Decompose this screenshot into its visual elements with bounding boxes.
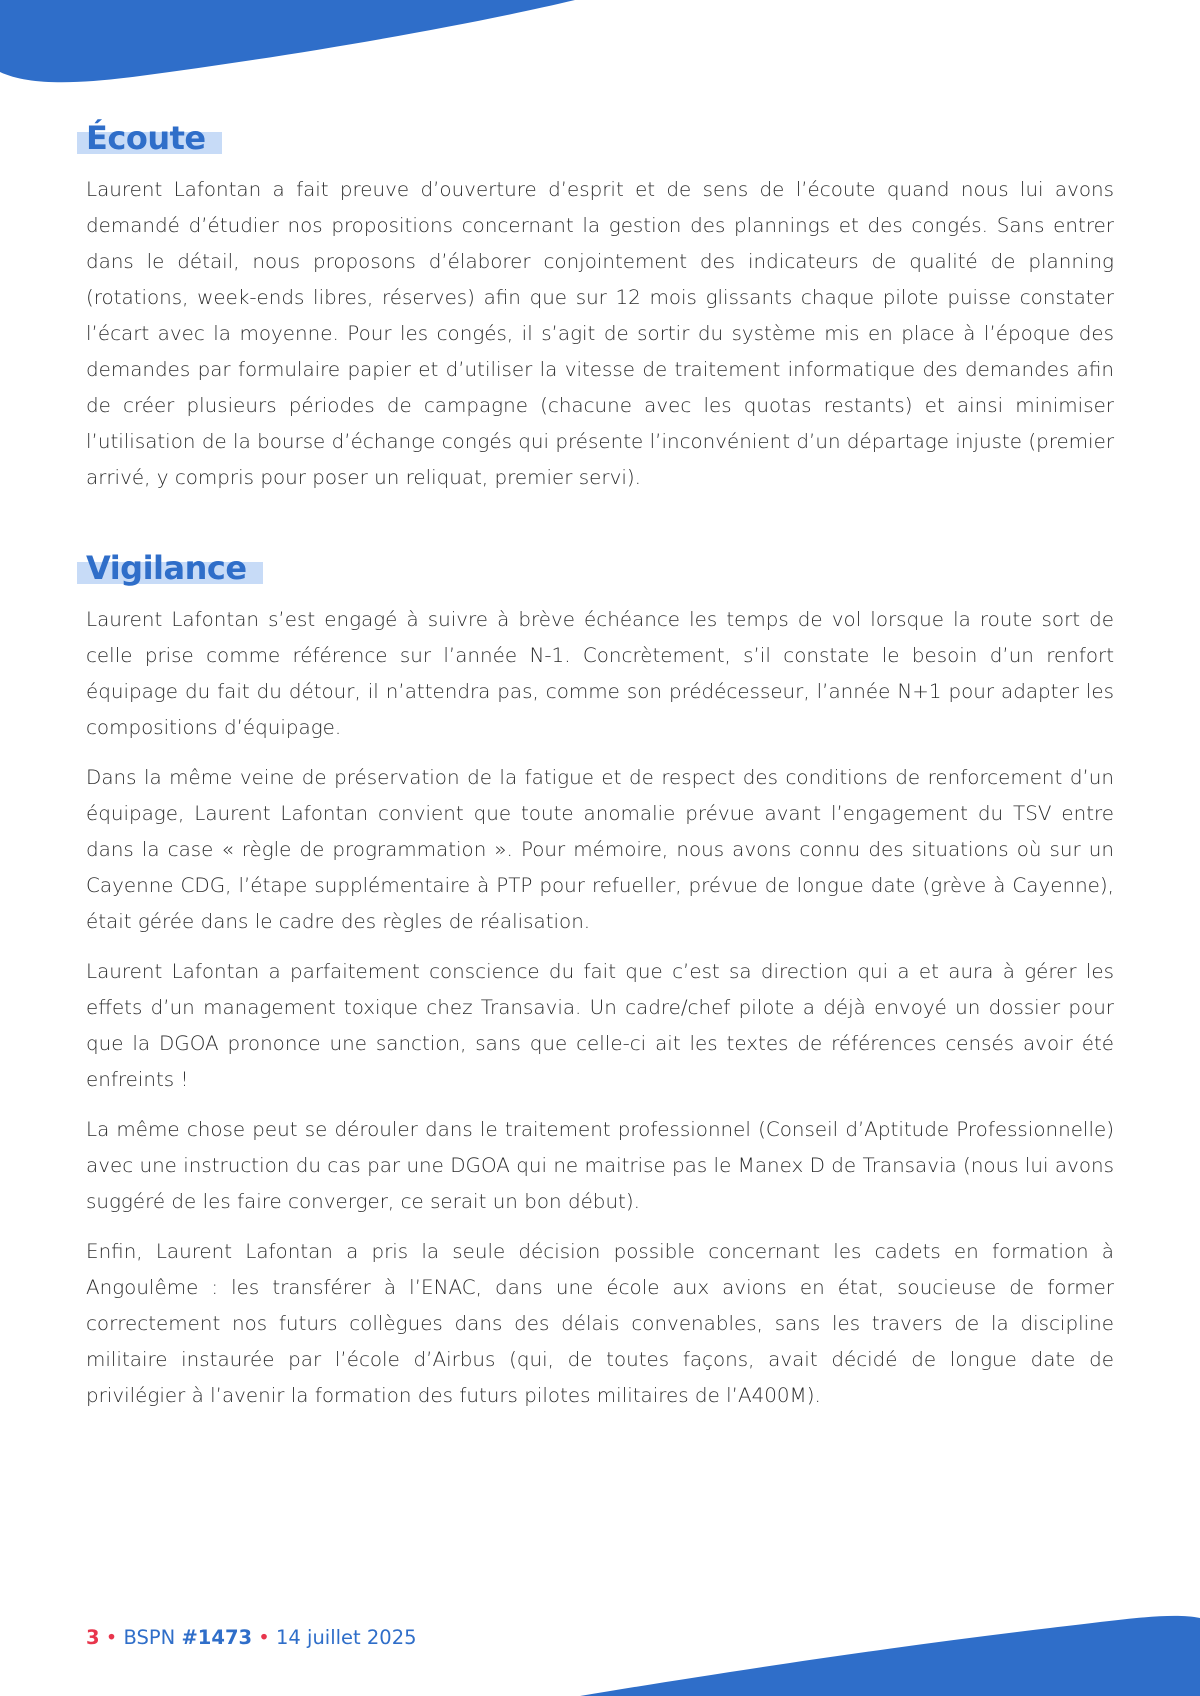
paragraph: Dans la même veine de préservation de la fatigue et de respect des conditions de renforcement d’un équipage, Laurent Lafontan convient que toute anomalie prévue avant l’engagement du TSV entre dans la case « règle de programmation ». Pour mémoire, nous avons connu des situations où sur un Cayenne CDG, l’étape supplémentaire à PTP pour refueller, prévue de longue date (grève à Cayenne), était gérée dans le cadre des règles de réalisation. [86,766,1114,933]
paragraph: Laurent Lafontan a parfaitement conscience du fait que c’est sa direction qui a et aura à gérer les effets d’un management toxique chez Transavia. Un cadre/chef pilote a déjà envoyé un dossier pour que la DGOA prononce une sanction, sans que celle-ci ait les textes de références censés avoir été enfreints ! [86,960,1114,1091]
top-wave-decoration [0,0,580,90]
separator-dot: • [105,1626,118,1649]
paragraph: Laurent Lafontan s’est engagé à suivre à brève échéance les temps de vol lorsque la route sort de celle prise comme référence sur l’année N-1. Concrètement, s’il constate le besoin d’un renfort équipage du fait du détour, il n’attendra pas, comme son prédécesseur, l’année N+1 pour adapter les compositions d’équipage. [86,608,1114,739]
separator-dot: • [258,1626,270,1649]
article-body [86,112,1114,1428]
paragraph: Enfin, Laurent Lafontan a pris la seule décision possible concernant les cadets en formation à Angoulême : les transférer à l’ENAC, dans une école aux avions en état, soucieuse de former correctement nos futurs collègues dans des délais convenables, sans les travers de la discipline militaire instaurée par l’école d’Airbus (qui, de toutes façons, avait décidé de longue date de privilégier à l’avenir la formation des futurs pilotes militaires de l’A400M). [86,1240,1114,1407]
section-vigilance [86,542,1114,1414]
section-heading: Vigilance [86,542,255,594]
section-heading: Écoute [86,112,214,164]
issue-number: #1473 [181,1626,253,1649]
paragraph: Laurent Lafontan a fait preuve d’ouverture d’esprit et de sens de l’écoute quand nous lui avons demandé d’étudier nos propositions concernant la gestion des plannings et des congés. Sans entrer dans le détail, nous proposons d’élaborer conjointement des indicateurs de qualité de planning (rotations, week-ends libres, réserves) afin que sur 12 mois glissants chaque pilote puisse constater l’écart avec la moyenne. Pour les congés, il s’agit de sortir du système mis en place à l’époque des demandes par formulaire papier et d’utiliser la vitesse de traitement informatique des demandes afin de créer plusieurs périodes de campagne (chacune avec les quotas restants) et ainsi minimiser l’utilisation de la bourse d’échange congés qui présente l’inconvénient d’un départage injuste (premier arrivé, y compris pour poser un reliquat, premier servi). [86,178,1114,489]
paragraph: La même chose peut se dérouler dans le traitement professionnel (Conseil d’Aptitude Professionnelle) avec une instruction du cas par une DGOA qui ne maitrise pas le Manex D de Transavia (nous lui avons suggéré de les faire converger, ce serait un bon début). [86,1118,1114,1213]
page-number: 3 [86,1626,100,1649]
section-ecoute [86,112,1114,496]
bottom-wave-decoration [580,1606,1200,1696]
publication-name: BSPN [123,1626,176,1649]
page-footer [86,1624,417,1652]
publication-date: 14 juillet 2025 [276,1626,417,1649]
